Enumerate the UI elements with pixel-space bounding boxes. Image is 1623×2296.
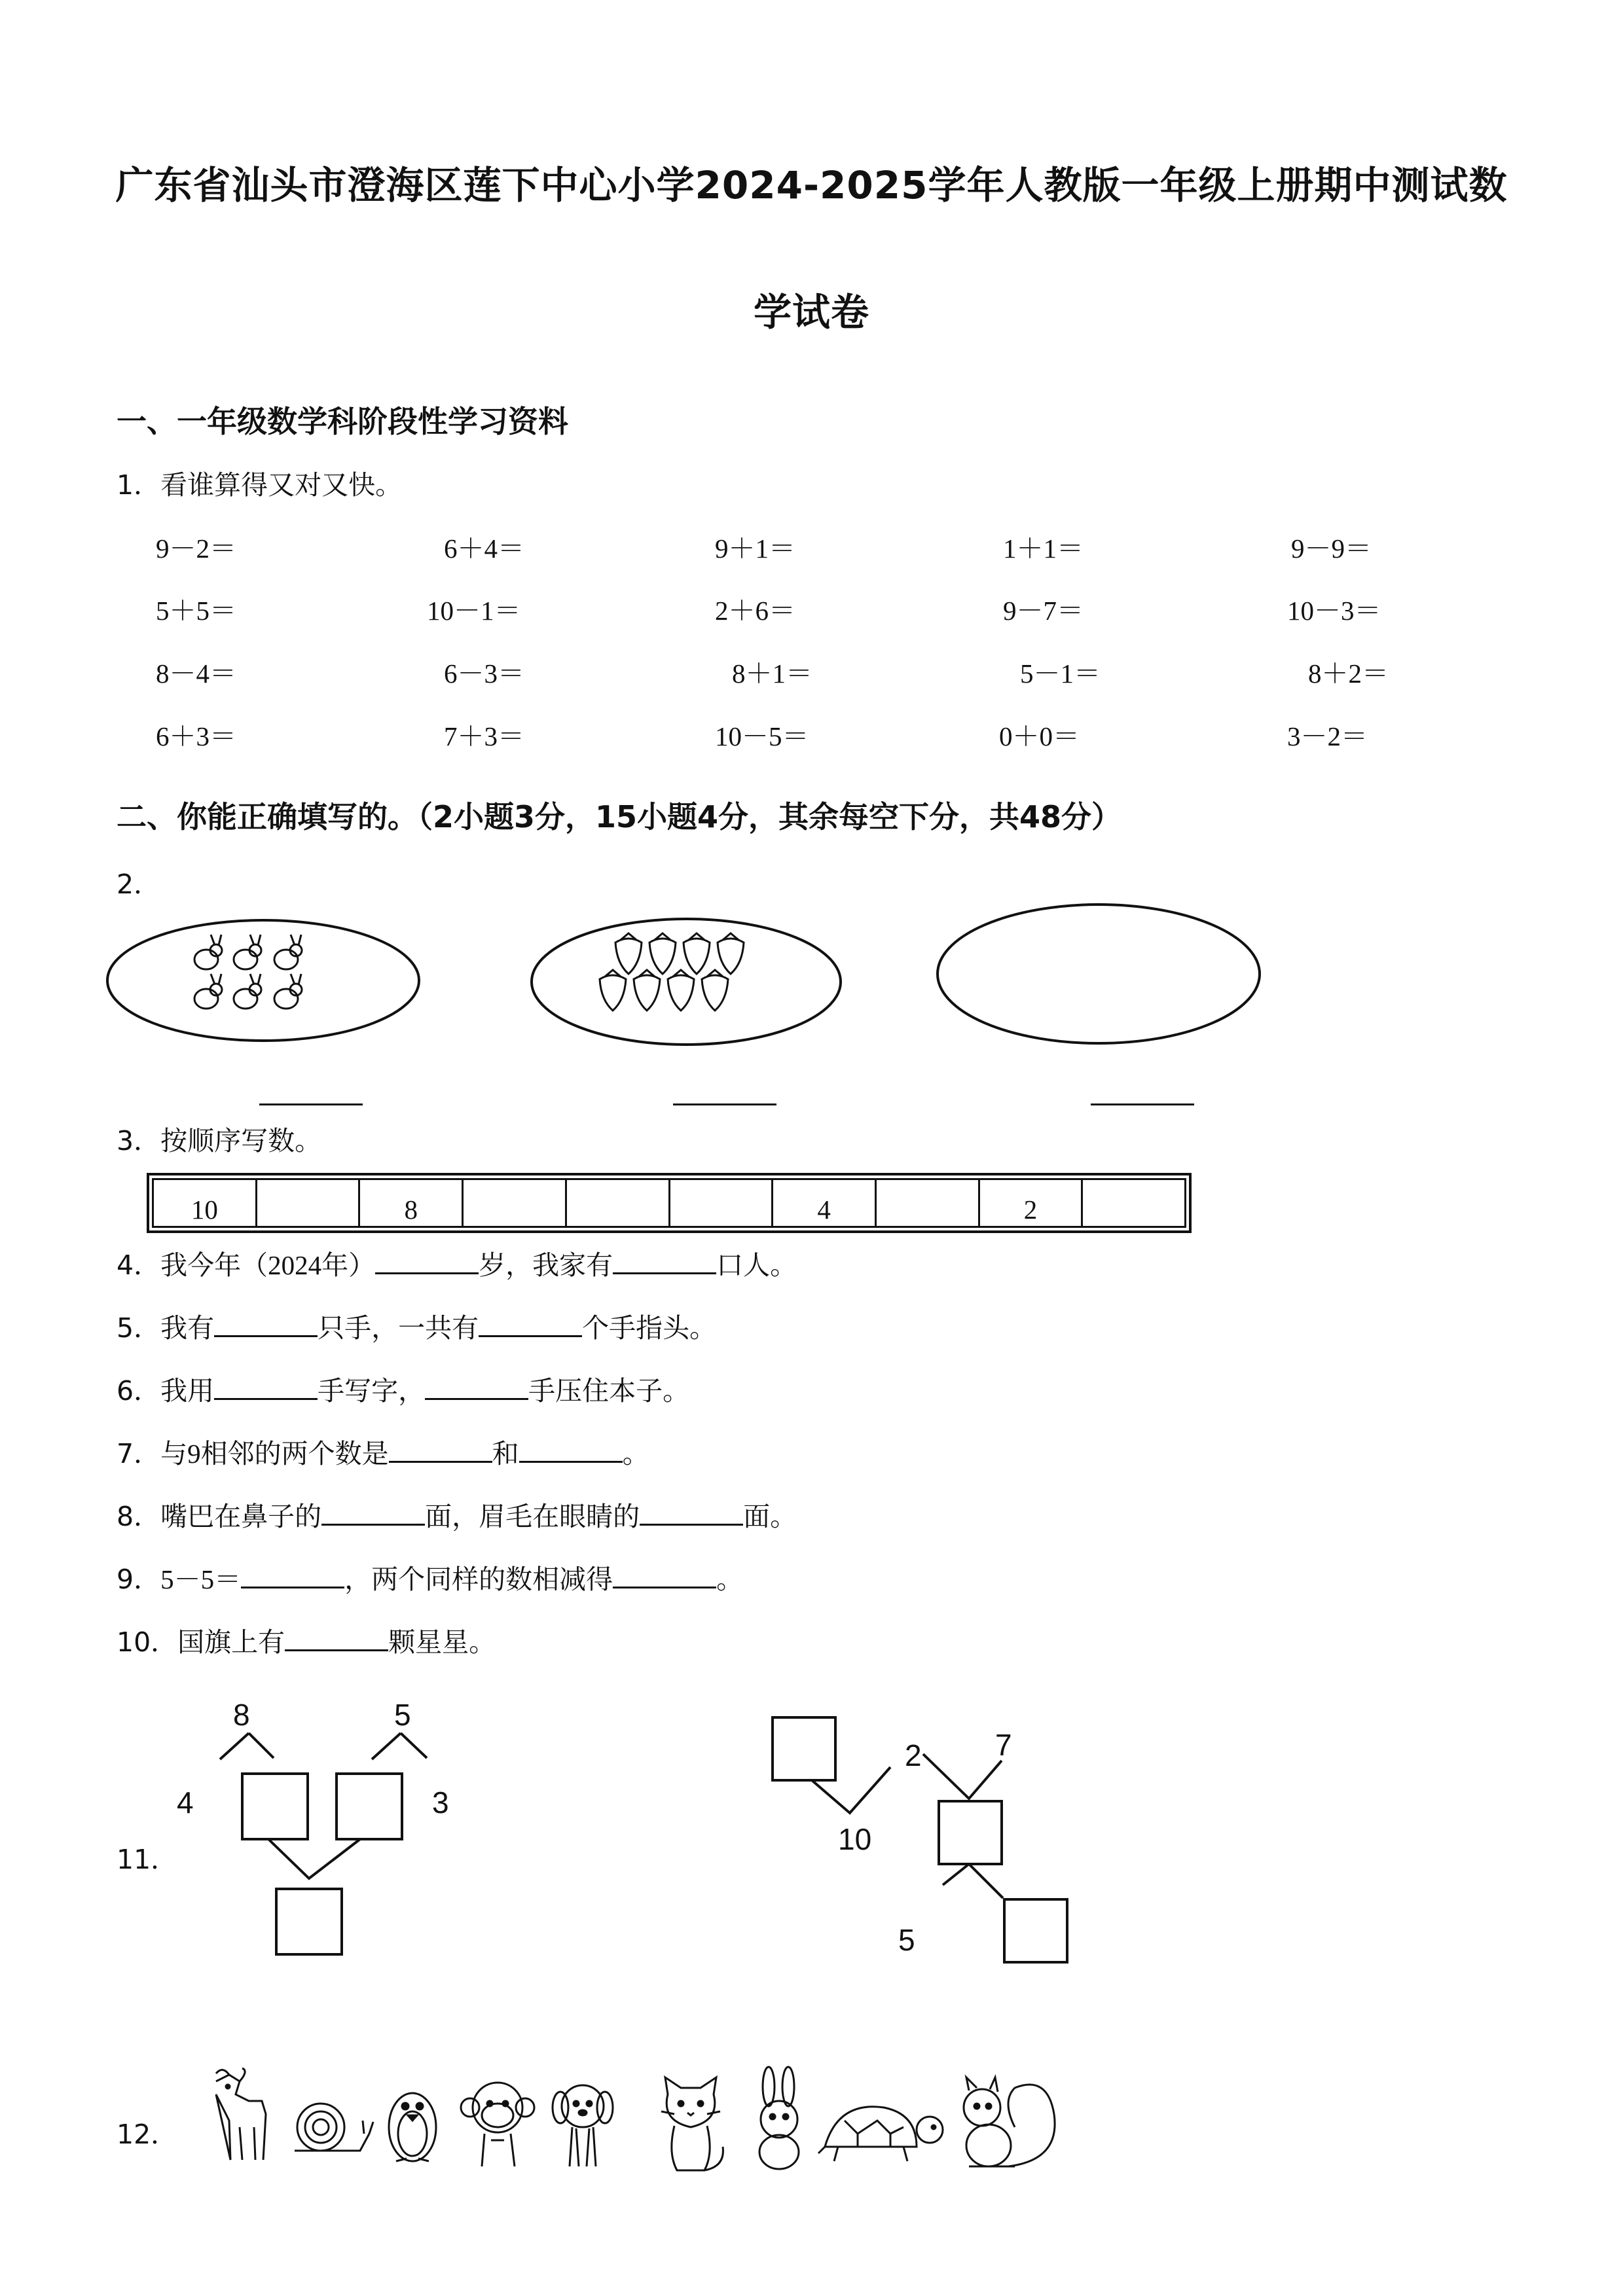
question-5 <box>117 1306 716 1345</box>
bond-line <box>812 1767 890 1813</box>
penguin-icon <box>389 2093 436 2161</box>
question-9-label: 9． <box>117 1564 161 1595</box>
sequence-cell[interactable] <box>462 1178 567 1228</box>
bond-number: 3 <box>432 1785 449 1820</box>
equation: 10－5＝ <box>715 721 809 751</box>
bond-number: 10 <box>838 1822 872 1856</box>
question-7-number: 9 <box>187 1439 201 1469</box>
question-8 <box>117 1495 797 1534</box>
question-4-text: 口人。 <box>716 1249 797 1281</box>
equation: 8＋2＝ <box>1308 658 1389 689</box>
page-title: 广东省汕头市澄海区莲下中心小学2024-2025学年人教版一年级上册期中测试数 <box>115 163 1508 207</box>
answer-blank[interactable] <box>214 1310 318 1337</box>
answer-blank[interactable] <box>259 1103 363 1105</box>
equation: 8－4＝ <box>156 658 236 689</box>
answer-blank[interactable] <box>425 1373 528 1400</box>
equation: 9＋1＝ <box>715 533 795 564</box>
bond-line <box>372 1733 427 1759</box>
equation: 6＋3＝ <box>156 721 236 751</box>
answer-box[interactable] <box>276 1889 342 1954</box>
answer-box[interactable] <box>939 1801 1002 1864</box>
year-text: 2024年 <box>268 1250 349 1280</box>
question-9 <box>117 1558 743 1596</box>
answer-blank[interactable] <box>214 1373 318 1400</box>
question-10-label: 10．国旗上有 <box>117 1626 285 1658</box>
equation: 10－1＝ <box>427 596 521 626</box>
cat-icon <box>661 2077 723 2170</box>
question-8-text: 面。 <box>743 1501 797 1532</box>
answer-blank[interactable] <box>389 1436 492 1463</box>
equation: 7＋3＝ <box>444 721 524 751</box>
answer-blank[interactable] <box>375 1247 479 1274</box>
question-12-label: 12． <box>117 2119 178 2150</box>
question-4-text: 岁，我家有 <box>479 1249 613 1281</box>
equation: 3－2＝ <box>1287 721 1368 751</box>
section-heading-1: 一、一年级数学科阶段性学习资料 <box>117 404 568 439</box>
question-7-text: 和 <box>492 1438 519 1469</box>
bond-line <box>923 1754 1002 1799</box>
answer-blank[interactable] <box>321 1499 425 1526</box>
sequence-cell[interactable] <box>875 1178 980 1228</box>
bond-number: 7 <box>995 1728 1012 1762</box>
question-7-text: 。 <box>622 1438 649 1469</box>
dog-icon <box>553 2085 613 2166</box>
question-9-text: 。 <box>716 1564 744 1595</box>
snail-icon <box>295 2104 373 2151</box>
empty-plate <box>938 905 1260 1043</box>
equation: 10－3＝ <box>1287 596 1381 626</box>
question-6-text: 手压住本子。 <box>528 1375 690 1407</box>
answer-blank[interactable] <box>673 1103 776 1105</box>
equation: 5－1＝ <box>1020 658 1101 689</box>
question-6-text: 手写字， <box>318 1375 426 1407</box>
answer-blank[interactable] <box>519 1436 623 1463</box>
question-7-text: 相邻的两个数是 <box>200 1438 389 1469</box>
number-bond-left <box>164 1682 465 1983</box>
section-heading-2: 二、你能正确填写的。（2小题3分，15小题4分，其余每空下分，共48分） <box>117 799 1122 834</box>
answer-box[interactable] <box>242 1774 308 1839</box>
answer-blank[interactable] <box>613 1562 716 1588</box>
bond-number: 5 <box>898 1923 915 1957</box>
answer-blank[interactable] <box>241 1562 344 1588</box>
equation: 1＋1＝ <box>1003 533 1084 564</box>
equation: 8＋1＝ <box>732 658 812 689</box>
bond-number: 2 <box>905 1738 922 1772</box>
equation: 6＋4＝ <box>444 533 524 564</box>
answer-box[interactable] <box>773 1717 835 1780</box>
animal-row <box>196 2062 1087 2179</box>
sequence-cell[interactable] <box>565 1178 670 1228</box>
question-11-label: 11． <box>117 1844 178 1875</box>
question-3-label: 3．按顺序写数。 <box>117 1125 322 1157</box>
equation: 6－3＝ <box>444 658 524 689</box>
sequence-cell: 4 <box>771 1178 877 1228</box>
monkey-icon <box>461 2083 534 2166</box>
answer-blank[interactable] <box>285 1624 388 1651</box>
equation: 9－7＝ <box>1003 596 1084 626</box>
sequence-cell: 10 <box>152 1178 257 1228</box>
question-9-text: ，两个同样的数相减得 <box>344 1564 613 1595</box>
bond-number: 8 <box>233 1698 250 1732</box>
sequence-cell[interactable] <box>668 1178 774 1228</box>
bond-number: 5 <box>394 1698 411 1732</box>
squirrel-icon <box>964 2077 1055 2166</box>
strawberries-icon <box>600 933 744 1011</box>
equation: 9－2＝ <box>156 533 236 564</box>
sequence-cell: 8 <box>358 1178 464 1228</box>
question-8-label: 8．嘴巴在鼻子的 <box>117 1501 322 1532</box>
equation: 2＋6＝ <box>715 596 795 626</box>
question-8-text: 面，眉毛在眼睛的 <box>425 1501 640 1532</box>
sequence-cell[interactable] <box>1081 1178 1186 1228</box>
bond-line <box>268 1839 360 1878</box>
question-9-expression: 5－5＝ <box>160 1564 242 1594</box>
bond-line <box>943 1864 1003 1898</box>
question-4-label: 4．我今年（ <box>117 1249 268 1281</box>
bond-line <box>220 1733 274 1759</box>
rabbits-icon <box>194 935 302 1009</box>
question-4-paren: ） <box>348 1249 376 1281</box>
question-2-label: 2． <box>117 869 161 900</box>
equation: 9－9＝ <box>1291 533 1372 564</box>
answer-blank[interactable] <box>1091 1103 1194 1105</box>
page-title-continued: 学试卷 <box>753 290 869 334</box>
answer-blank[interactable] <box>479 1310 582 1337</box>
number-sequence-table <box>147 1173 1192 1233</box>
question-10 <box>117 1621 496 1659</box>
question-6 <box>117 1369 689 1408</box>
equation: 5＋5＝ <box>156 596 236 626</box>
question-7-label: 7．与 <box>117 1438 188 1469</box>
strawberry-plate <box>532 919 841 1045</box>
rabbit-icon <box>759 2067 799 2169</box>
rabbit-plate <box>107 920 419 1041</box>
answer-blank[interactable] <box>613 1247 716 1274</box>
question-2-figures <box>98 890 1408 1126</box>
equation: 0＋0＝ <box>999 721 1080 751</box>
goat-icon <box>216 2068 266 2160</box>
question-6-label: 6．我用 <box>117 1375 215 1407</box>
question-7 <box>117 1432 649 1471</box>
question-1-label: 1．看谁算得又对又快。 <box>117 469 403 501</box>
question-5-text: 只手，一共有 <box>318 1312 479 1344</box>
number-bond-right <box>753 1689 1093 1990</box>
answer-blank[interactable] <box>640 1499 743 1526</box>
question-10-text: 颗星星。 <box>388 1626 496 1658</box>
bond-number: 4 <box>177 1785 194 1820</box>
question-5-text: 个手指头。 <box>582 1312 717 1344</box>
turtle-icon <box>818 2107 943 2161</box>
answer-box[interactable] <box>337 1774 402 1839</box>
sequence-cell[interactable] <box>255 1178 361 1228</box>
question-4 <box>117 1244 797 1282</box>
sequence-cell: 2 <box>978 1178 1084 1228</box>
question-5-label: 5．我有 <box>117 1312 215 1344</box>
answer-box[interactable] <box>1004 1899 1067 1962</box>
